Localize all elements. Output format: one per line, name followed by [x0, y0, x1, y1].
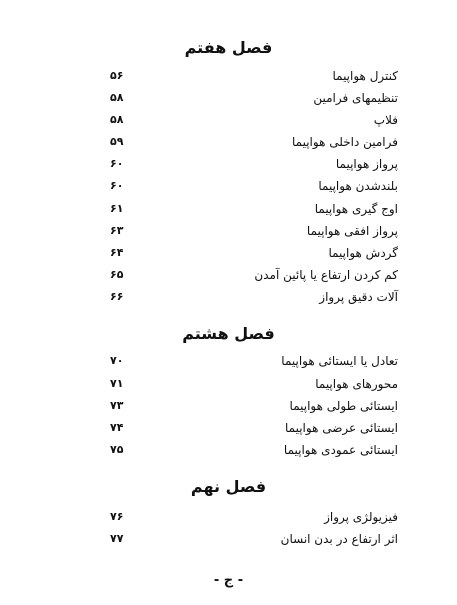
section-heading: فصل هفتم [184, 38, 273, 57]
section-heading: فصل نهم [190, 477, 267, 496]
entry-page: ۷۵ [110, 443, 124, 456]
entry-title: پرواز هواپیما [335, 157, 398, 171]
toc-entry [110, 508, 398, 526]
toc-entry [110, 67, 398, 85]
entry-title: فرامین داخلی هواپیما [292, 135, 398, 149]
entry-title: کنترل هواپیما [332, 69, 398, 83]
entry-page: ۷۰ [110, 354, 124, 367]
entry-title: تنظیمهای فرامین [313, 91, 398, 105]
entry-page: ۵۸ [110, 113, 124, 126]
entry-page: ۵۸ [110, 91, 124, 104]
page-footer: - ج - [213, 573, 244, 588]
toc-entry [110, 530, 398, 548]
entry-page: ۶۵ [110, 268, 124, 281]
toc-entry [110, 155, 398, 173]
toc-entry [110, 288, 398, 306]
entry-page: ۶۳ [110, 224, 124, 237]
entry-page: ۶۱ [110, 202, 124, 215]
entry-page: ۷۳ [110, 399, 124, 412]
toc-entry [110, 352, 398, 370]
toc-entry [110, 375, 398, 393]
entry-title: ایستائی عرضی هواپیما [284, 421, 398, 435]
entry-title: ایستائی عمودی هواپیما [283, 443, 398, 457]
toc-entry [110, 419, 398, 437]
entry-page: ۷۱ [110, 377, 124, 390]
section-heading: فصل هشتم [182, 324, 275, 343]
toc-entry [110, 177, 398, 195]
entry-page: ۶۶ [110, 290, 124, 303]
entry-page: ۶۰ [110, 157, 124, 170]
toc-entry [110, 222, 398, 240]
entry-page: ۵۶ [110, 69, 124, 82]
entry-title: ایستائی طولی هواپیما [289, 399, 398, 413]
entry-title: آلات دقیق پرواز [319, 290, 398, 304]
entry-title: فیزیولژی پرواز [324, 510, 398, 524]
entry-title: اوج گیری هواپیما [314, 202, 398, 216]
toc-entry [110, 266, 398, 284]
entry-title: بلندشدن هواپیما [318, 179, 398, 193]
toc-entry [110, 111, 398, 129]
entry-title: پرواز افقی هواپیما [306, 224, 398, 238]
entry-page: ۶۰ [110, 179, 124, 192]
toc-entry [110, 397, 398, 415]
entry-page: ۵۹ [110, 135, 124, 148]
entry-title: فلاپ [373, 113, 398, 127]
toc-entry [110, 200, 398, 218]
toc-entry [110, 89, 398, 107]
entry-title: تعادل یا ایستائی هواپیما [281, 354, 398, 368]
entry-title: گردش هواپیما [328, 246, 398, 260]
entry-title: اثر ارتفاع در بدن انسان [280, 532, 398, 546]
entry-page: ۷۶ [110, 510, 124, 523]
entry-page: ۷۴ [110, 421, 124, 434]
toc-entry [110, 133, 398, 151]
entry-title: کم کردن ارتفاع یا پائین آمدن [254, 268, 398, 282]
entry-title: محورهای هواپیما [315, 377, 398, 391]
entry-page: ۷۷ [110, 532, 124, 545]
entry-page: ۶۴ [110, 246, 124, 259]
toc-entry [110, 244, 398, 262]
toc-entry [110, 441, 398, 459]
